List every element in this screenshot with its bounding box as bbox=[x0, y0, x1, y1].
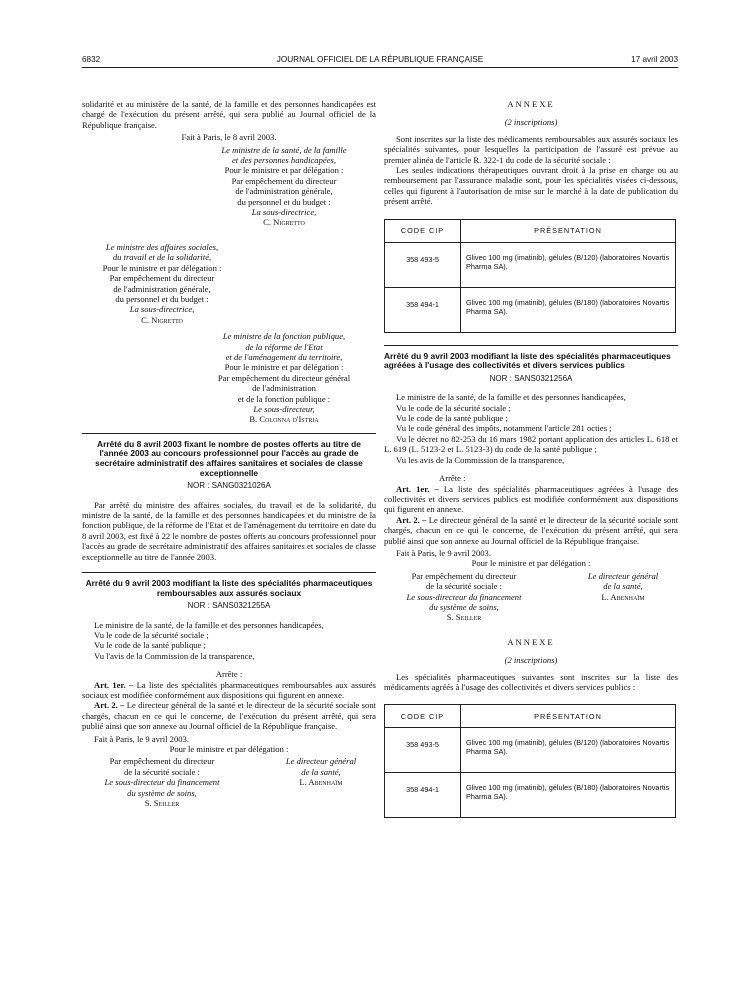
sig-line: Le directeur général bbox=[285, 756, 357, 767]
presentation-cell: Glivec 100 mg (imatinib), gélules (B/120) (laboratoires Novartis Pharma SA). bbox=[461, 242, 676, 287]
annexe-1-para-1: Sont inscrites sur la liste des médicaments remboursables aux assurés sociaux les spécialités suivantes, pour lesquelles la participation de l'assuré est prévue au premier alinéa de l'article R. 322-1 du code de la sécurité sociale : bbox=[384, 133, 678, 165]
article-2-text: Le directeur général de la santé et le directeur de la sécurité sociale sont chargés, chacun en ce qui le concerne, de l'exécution du présent arrêté, qui sera publié ainsi que son annexe au Journal officiel de la République française. bbox=[384, 514, 679, 546]
fait-date-1: Fait à Paris, le 8 avril 2003. bbox=[181, 132, 277, 143]
signature-left bbox=[384, 571, 544, 623]
arrete-1-title: Arrêté du 8 avril 2003 fixant le nombre de postes offerts au titre de l'année 2003 au concours professionnel pour l'accès au grade de secrétaire administratif des affaires sanitaires et sociales de classe exceptionnelle bbox=[95, 438, 363, 478]
sig-line: de la sécurité sociale : bbox=[124, 766, 200, 777]
right-column bbox=[384, 99, 678, 822]
page-number: 6832 bbox=[82, 55, 101, 64]
annexe-1-para-2: Les seules indications thérapeutiques ouvrant droit à la prise en charge ou au remboursement par l'assurance maladie sont, pour les spécialités visées ci-dessous, celles qui figurent à l'autorisation de mise sur le marché à la date de publication du présent arrêté. bbox=[384, 165, 678, 207]
left-column bbox=[82, 99, 376, 809]
arrete-1-nor: NOR : SANG0321026A bbox=[187, 481, 271, 491]
issue-date: 17 avril 2003 bbox=[631, 55, 678, 64]
considerant: Le ministre de la santé, de la famille et des personnes handicapées, bbox=[396, 392, 626, 403]
col-header-presentation: PRÉSENTATION bbox=[461, 705, 676, 728]
sig-name: S. Seiller bbox=[446, 612, 482, 623]
sig-name: C. Nigretto bbox=[263, 217, 305, 228]
considerant: Vu les avis de la Commission de la transparence, bbox=[396, 454, 565, 465]
article-1-text: La liste des spécialités pharmaceutiques agréées à l'usage des collectivités et divers services publics est modifiée conformément aux dispositions qui figurent en annexe. bbox=[384, 483, 678, 515]
cip-cell: 358 494-1 bbox=[385, 773, 461, 818]
sig-name: B. Colonna d'Istria bbox=[249, 414, 319, 425]
journal-title: JOURNAL OFFICIEL DE LA RÉPUBLIQUE FRANÇAISE bbox=[276, 55, 484, 64]
article-2-label: Art. 2. – bbox=[94, 700, 125, 711]
considerant: Vu le décret no 82-253 du 16 mars 1982 portant application des articles L. 618 et L. 619 (L. 5123-2 et L. 5123-3) du code de la santé publique ; bbox=[384, 433, 678, 455]
arrete-1-body: Par arrêté du ministre des affaires sociales, du travail et de la solidarité, du ministre de la santé, de la famille et des personnes handicapées et du ministre de la fonction publique, de la réforme de l'Etat et de l'aménagement du territoire en date du 8 avril 2003, est fixé à 22 le nombre de postes offerts au concours professionnel pour l'accès au grade de secrétaire administratif des affaires sanitaires et sociales de classe exceptionnelle au titre de l'année 2003. bbox=[82, 499, 376, 562]
sig-line: de la santé, bbox=[301, 766, 341, 777]
sig-line: Le ministre de la santé, de la famille bbox=[221, 144, 347, 155]
article-1-text: La liste des spécialités pharmaceutiques remboursables aux assurés sociaux est modifiée conformément aux dispositions qui figurent en annexe. bbox=[82, 679, 376, 701]
considerant: Vu le code de la sécurité sociale ; bbox=[396, 402, 511, 413]
sig-line: de l'administration bbox=[252, 383, 316, 394]
sig-line: de l'administration générale, bbox=[113, 283, 211, 294]
sig-line: Pour le ministre et par délégation : bbox=[224, 165, 344, 176]
sig-line: du système de soins, bbox=[429, 601, 499, 612]
sig-name: S. Seiller bbox=[144, 798, 180, 809]
signatures-row bbox=[82, 756, 376, 808]
header-rule bbox=[82, 67, 678, 68]
sig-line: et de la fonction publique : bbox=[237, 393, 331, 404]
sig-line: Le sous-directeur du financement bbox=[104, 777, 220, 788]
annexe-2-para: Les spécialités pharmaceutiques suivantes sont inscrites sur la liste des médicaments agréés à l'usage des collectivités et divers services publics : bbox=[384, 671, 678, 692]
col-header-cip: CODE CIP bbox=[385, 705, 461, 728]
arrete-word: Arrête : bbox=[215, 669, 243, 680]
signatures-row bbox=[384, 571, 678, 623]
fait-date: Fait à Paris, le 9 avril 2003. bbox=[396, 547, 491, 558]
presentation-cell: Glivec 100 mg (imatinib), gélules (B/180) (laboratoires Novartis Pharma SA). bbox=[461, 773, 676, 818]
article-1 bbox=[384, 484, 678, 515]
sig-line: Par empêchement du directeur bbox=[109, 756, 215, 767]
article-1-label: Art. 1er. – bbox=[94, 679, 134, 690]
arrete-word: Arrête : bbox=[439, 473, 466, 484]
arrete-3-nor: NOR : SANS0321256A bbox=[489, 373, 573, 383]
sig-line: de la réforme de l'Etat bbox=[245, 341, 323, 352]
sig-line: du travail et de la solidarité, bbox=[112, 252, 212, 263]
article-2 bbox=[384, 515, 678, 546]
signature-block-2 bbox=[82, 242, 242, 325]
article-2-label: Art. 2. – bbox=[396, 514, 427, 525]
table-row bbox=[385, 728, 676, 773]
sig-name: L. Abenhaïm bbox=[299, 777, 343, 788]
signature-right bbox=[266, 756, 376, 808]
sig-line: et des personnes handicapées, bbox=[231, 155, 337, 166]
signature-right bbox=[568, 571, 678, 623]
sig-line: La sous-directrice, bbox=[251, 207, 317, 218]
par-delegation: Pour le ministre et par délégation : bbox=[471, 558, 591, 569]
presentation-cell: Glivec 100 mg (imatinib), gélules (B/120) (laboratoires Novartis Pharma SA). bbox=[461, 728, 676, 773]
sig-line: Par empêchement du directeur bbox=[231, 175, 337, 186]
separator-rule bbox=[82, 433, 376, 434]
article-2-text: Le directeur général de la santé et le directeur de la sécurité sociale sont chargés, chacun en ce qui le concerne, de l'exécution du présent arrêté, qui sera publié ainsi que son annexe au Journal officiel de la République française. bbox=[82, 700, 377, 732]
arrete-2-nor: NOR : SANS0321255A bbox=[187, 601, 271, 611]
annexe-2-table bbox=[384, 704, 676, 818]
sig-line: du personnel et du budget : bbox=[115, 293, 209, 304]
sig-line: Le sous-directeur du financement bbox=[406, 591, 522, 602]
signature-block-3 bbox=[192, 331, 376, 425]
sig-line: Le directeur général bbox=[587, 570, 659, 581]
considerant: Le ministre de la santé, de la famille et des personnes handicapées, bbox=[94, 619, 324, 630]
article-1 bbox=[82, 680, 376, 701]
arrete-3-title: Arrêté du 9 avril 2003 modifiant la liste des spécialités pharmaceutiques agréées à l'usage des collectivités et divers services publics bbox=[384, 350, 671, 371]
cip-cell: 358 494-1 bbox=[385, 287, 461, 332]
considerant: Vu l'avis de la Commission de la transparence, bbox=[94, 650, 255, 661]
annexe-1-heading: ANNEXE bbox=[507, 99, 555, 109]
table-row bbox=[385, 773, 676, 818]
cip-cell: 358 493-5 bbox=[385, 242, 461, 287]
par-delegation: Pour le ministre et par délégation : bbox=[169, 744, 289, 755]
sig-line: de la sécurité sociale : bbox=[426, 581, 502, 592]
sig-line: du personnel et du budget : bbox=[237, 196, 331, 207]
page-header bbox=[82, 55, 678, 67]
sig-line: Le ministre des affaires sociales, bbox=[105, 241, 219, 252]
sig-line: Par empêchement du directeur bbox=[109, 273, 215, 284]
separator-rule bbox=[82, 572, 376, 573]
intro-paragraph: solidarité et au ministère de la santé, de la famille et des personnes handicapées est chargé de l'exécution du présent arrêté, qui sera publié au Journal officiel de la République française. bbox=[82, 99, 376, 130]
sig-line: Par empêchement du directeur général bbox=[217, 372, 351, 383]
table-row bbox=[385, 287, 676, 332]
annexe-1-table bbox=[384, 219, 676, 333]
sig-line: Par empêchement du directeur bbox=[411, 570, 517, 581]
annexe-2-heading: ANNEXE bbox=[507, 636, 555, 647]
sig-name: C. Nigretto bbox=[141, 314, 183, 325]
considerant: Vu le code de la santé publique ; bbox=[396, 413, 508, 424]
presentation-cell: Glivec 100 mg (imatinib), gélules (B/180) (laboratoires Novartis Pharma SA). bbox=[461, 287, 676, 332]
sig-name: L. Abenhaïm bbox=[601, 591, 645, 602]
col-header-cip: CODE CIP bbox=[385, 219, 461, 242]
separator-rule bbox=[384, 345, 678, 346]
annexe-1-count: (2 inscriptions) bbox=[504, 117, 558, 128]
sig-line: Pour le ministre et par délégation : bbox=[224, 362, 344, 373]
considerant: Vu le code de la santé publique ; bbox=[94, 640, 206, 651]
fait-date-2: Fait à Paris, le 9 avril 2003. bbox=[94, 733, 189, 744]
considerant: Vu le code de la sécurité sociale ; bbox=[94, 630, 209, 640]
cip-cell: 358 493-5 bbox=[385, 728, 461, 773]
sig-line: Pour le ministre et par délégation : bbox=[102, 262, 222, 273]
table-row bbox=[385, 242, 676, 287]
article-1-label: Art. 1er. – bbox=[396, 483, 439, 494]
sig-line: de l'administration générale, bbox=[235, 186, 333, 197]
signature-block-1 bbox=[192, 145, 376, 228]
annexe-2-count: (2 inscriptions) bbox=[504, 655, 558, 666]
sig-line: Le ministre de la fonction publique, bbox=[222, 331, 346, 342]
signature-left bbox=[82, 756, 242, 808]
col-header-presentation: PRÉSENTATION bbox=[461, 219, 676, 242]
considerant: Vu le code général des impôts, notamment l'article 281 octies ; bbox=[396, 423, 612, 434]
sig-line: La sous-directrice, bbox=[129, 304, 195, 315]
sig-line: de la santé, bbox=[603, 581, 643, 592]
sig-line: du système de soins, bbox=[127, 787, 197, 798]
sig-line: Le sous-directeur, bbox=[253, 403, 315, 414]
arrete-2-title: Arrêté du 9 avril 2003 modifiant la liste des spécialités pharmaceutiques remboursables aux assurés sociaux bbox=[85, 578, 373, 598]
article-2 bbox=[82, 700, 376, 731]
sig-line: et de l'aménagement du territoire, bbox=[225, 351, 343, 362]
